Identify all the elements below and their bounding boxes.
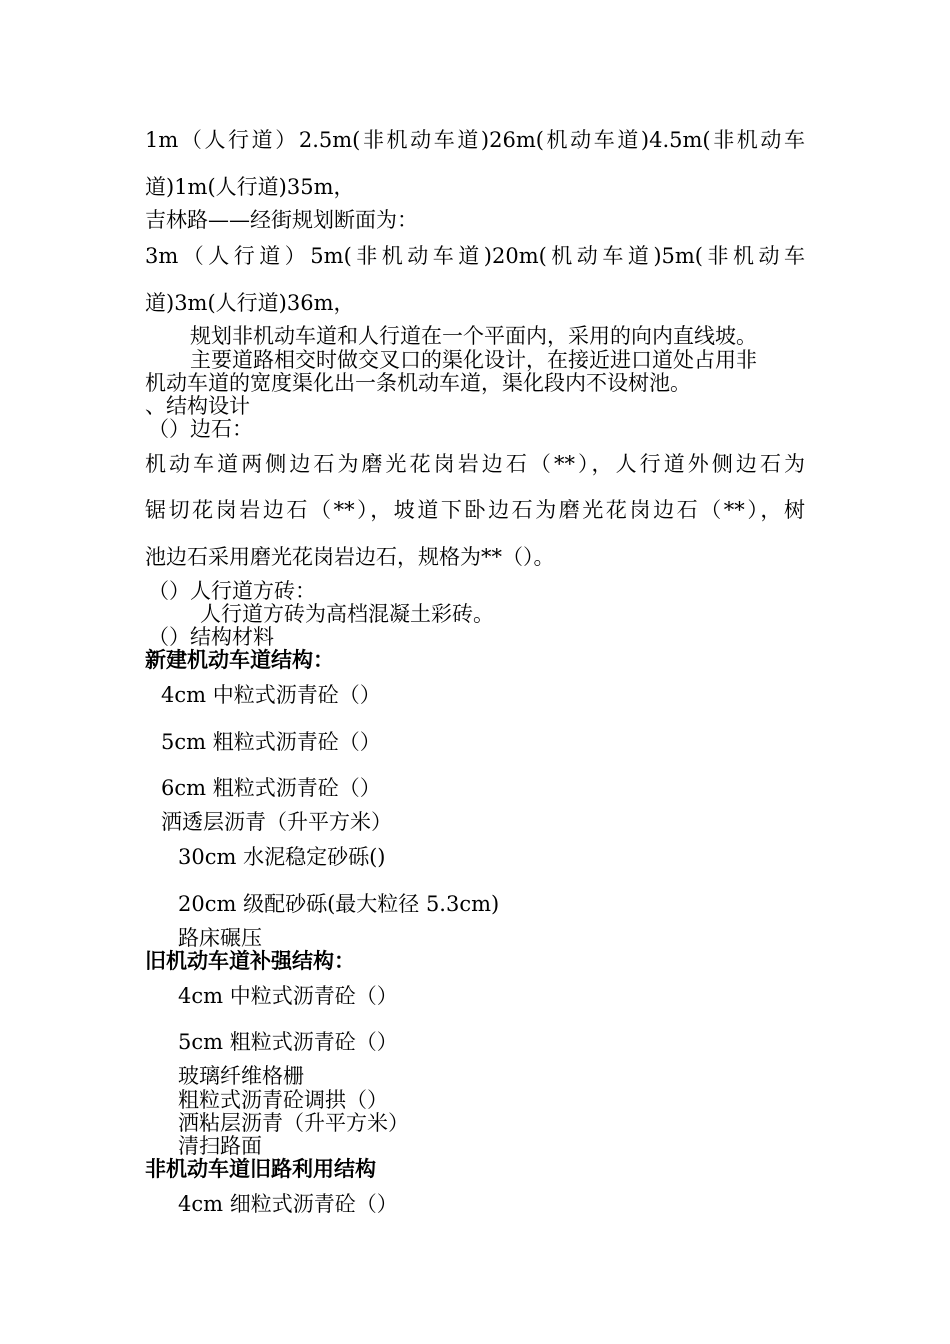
old-motor-heading: 旧机动车道补强结构： <box>145 948 355 973</box>
old-motor-layer: 洒粘层沥青（升平方米） <box>178 1111 409 1135</box>
new-motor-layer: 4cm 中粒式沥青砼（） <box>161 683 381 707</box>
new-motor-layer: 5cm 粗粒式沥青砼（） <box>161 730 381 754</box>
old-motor-layer: 粗粒式沥青砼调拱（） <box>178 1088 388 1112</box>
old-motor-layer: 5cm 粗粒式沥青砼（） <box>178 1030 398 1054</box>
old-motor-layer: 清扫路面 <box>178 1134 262 1158</box>
cross-section-a-row2: 道)1m(人行道)35m， <box>145 175 355 199</box>
old-motor-layer: 玻璃纤维格栅 <box>178 1064 304 1088</box>
new-motor-layer: 路床碾压 <box>178 926 262 950</box>
curb-text-line1: 机动车道两侧边石为磨光花岗岩边石（**），人行道外侧边石为 <box>145 452 805 476</box>
cross-section-b-row2: 道)3m(人行道)36m， <box>145 291 355 315</box>
cross-section-b-title: 吉林路——经街规划断面为： <box>145 208 418 232</box>
structure-design-heading: 、结构设计 <box>145 394 250 418</box>
cross-section-b-row1: 3m（人行道）5m(非机动车道)20m(机动车道)5m(非机动车 <box>145 244 805 268</box>
paragraph-channelization-line1: 主要道路相交时做交叉口的渠化设计，在接近进口道处占用非 <box>190 348 757 372</box>
curb-text-line3: 池边石采用磨光花岗岩边石，规格为**（）。 <box>145 545 555 569</box>
new-motor-layer: 20cm 级配砂砾(最大粒径 5.3cm) <box>178 892 500 916</box>
paragraph-slope: 规划非机动车道和人行道在一个平面内，采用的向内直线坡。 <box>190 324 757 348</box>
non-motor-layer: 4cm 细粒式沥青砼（） <box>178 1192 398 1216</box>
tile-heading: （）人行道方砖： <box>148 579 316 603</box>
new-motor-layer: 洒透层沥青（升平方米） <box>161 810 392 834</box>
tile-text: 人行道方砖为高档混凝土彩砖。 <box>200 602 494 626</box>
curb-text-line2: 锯切花岗岩边石（**），坡道下卧边石为磨光花岗边石（**），树 <box>145 498 805 522</box>
paragraph-channelization-line2: 机动车道的宽度渠化出一条机动车道，渠化段内不设树池。 <box>145 371 691 395</box>
curb-heading: （）边石： <box>148 417 253 441</box>
non-motor-heading: 非机动车道旧路利用结构 <box>145 1156 376 1181</box>
new-motor-layer: 30cm 水泥稳定砂砾() <box>178 845 386 869</box>
new-motor-layer: 6cm 粗粒式沥青砼（） <box>161 776 381 800</box>
material-heading: （）结构材料 <box>148 625 274 649</box>
old-motor-layer: 4cm 中粒式沥青砼（） <box>178 984 398 1008</box>
new-motor-heading: 新建机动车道结构： <box>145 647 334 672</box>
cross-section-a-row1: 1m（人行道）2.5m(非机动车道)26m(机动车道)4.5m(非机动车 <box>145 128 805 152</box>
